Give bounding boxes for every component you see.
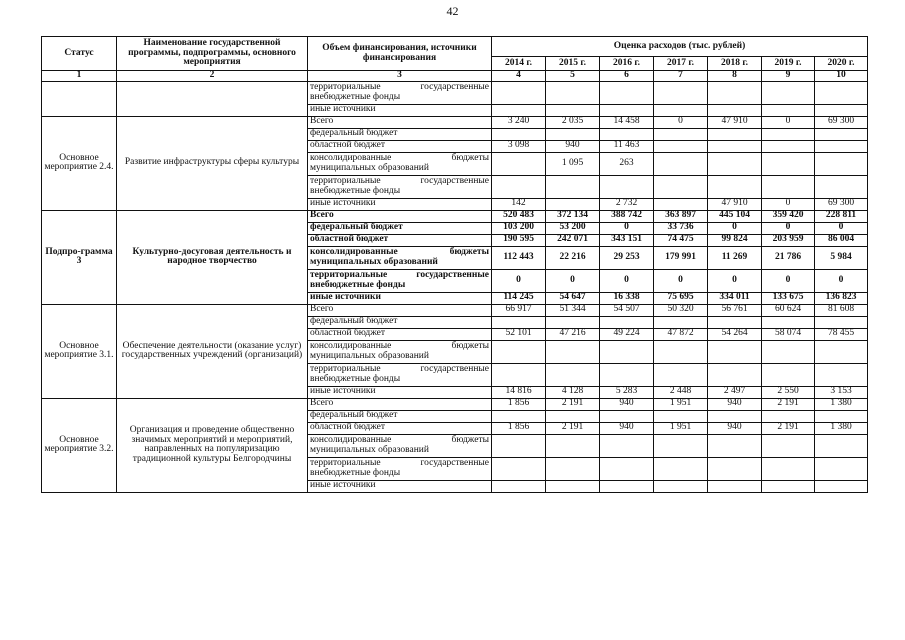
source-cell: иные источники xyxy=(308,292,492,304)
value-cell: 66 917 xyxy=(492,304,546,316)
value-cell xyxy=(708,140,762,152)
value-cell xyxy=(762,152,815,175)
value-cell xyxy=(492,480,546,492)
value-cell: 54 507 xyxy=(600,304,654,316)
value-cell: 445 104 xyxy=(708,210,762,222)
value-cell: 3 153 xyxy=(815,386,868,398)
value-cell: 86 004 xyxy=(815,234,868,246)
value-cell xyxy=(708,457,762,480)
value-cell: 51 344 xyxy=(546,304,600,316)
value-cell: 114 245 xyxy=(492,292,546,304)
value-cell: 940 xyxy=(600,398,654,410)
value-cell: 2 497 xyxy=(708,386,762,398)
value-cell xyxy=(492,410,546,422)
value-cell xyxy=(600,363,654,386)
value-cell xyxy=(600,316,654,328)
column-number: 10 xyxy=(815,71,868,82)
value-cell xyxy=(815,434,868,457)
value-cell: 47 910 xyxy=(708,198,762,210)
value-cell xyxy=(492,316,546,328)
source-cell: областной бюджет xyxy=(308,422,492,434)
value-cell: 99 824 xyxy=(708,234,762,246)
value-cell xyxy=(654,104,708,116)
value-cell xyxy=(546,340,600,363)
value-cell: 388 742 xyxy=(600,210,654,222)
source-cell: консолидированные бюджеты муниципальных образований xyxy=(308,340,492,363)
header-status: Статус xyxy=(42,37,117,71)
value-cell: 2 550 xyxy=(762,386,815,398)
value-cell: 190 595 xyxy=(492,234,546,246)
value-cell: 69 300 xyxy=(815,198,868,210)
value-cell: 0 xyxy=(762,269,815,292)
value-cell: 0 xyxy=(654,269,708,292)
value-cell: 52 101 xyxy=(492,328,546,340)
value-cell xyxy=(815,152,868,175)
value-cell xyxy=(762,316,815,328)
header-year: 2015 г. xyxy=(546,57,600,71)
value-cell: 74 475 xyxy=(654,234,708,246)
value-cell: 343 151 xyxy=(600,234,654,246)
value-cell: 2 191 xyxy=(762,398,815,410)
value-cell xyxy=(815,340,868,363)
value-cell: 2 191 xyxy=(546,422,600,434)
value-cell xyxy=(708,410,762,422)
value-cell: 0 xyxy=(546,269,600,292)
source-cell: областной бюджет xyxy=(308,140,492,152)
value-cell xyxy=(762,434,815,457)
value-cell: 4 128 xyxy=(546,386,600,398)
value-cell xyxy=(654,198,708,210)
source-cell: территориальные государственные внебюджетные фонды xyxy=(308,363,492,386)
source-cell: иные источники xyxy=(308,480,492,492)
value-cell xyxy=(492,81,546,104)
value-cell: 0 xyxy=(762,116,815,128)
value-cell: 60 624 xyxy=(762,304,815,316)
source-cell: консолидированные бюджеты муниципальных образований xyxy=(308,246,492,269)
source-cell: территориальные государственные внебюджетные фонды xyxy=(308,81,492,104)
value-cell xyxy=(708,175,762,198)
value-cell: 228 811 xyxy=(815,210,868,222)
value-cell: 47 216 xyxy=(546,328,600,340)
value-cell xyxy=(600,434,654,457)
value-cell: 47 910 xyxy=(708,116,762,128)
value-cell xyxy=(762,140,815,152)
value-cell xyxy=(546,81,600,104)
value-cell xyxy=(492,152,546,175)
header-year: 2017 г. xyxy=(654,57,708,71)
value-cell xyxy=(815,104,868,116)
value-cell: 0 xyxy=(492,269,546,292)
header-year: 2018 г. xyxy=(708,57,762,71)
value-cell xyxy=(600,480,654,492)
value-cell xyxy=(600,175,654,198)
value-cell xyxy=(546,198,600,210)
value-cell xyxy=(762,104,815,116)
value-cell: 5 984 xyxy=(815,246,868,269)
value-cell: 29 253 xyxy=(600,246,654,269)
value-cell xyxy=(546,104,600,116)
value-cell xyxy=(654,363,708,386)
value-cell: 16 338 xyxy=(600,292,654,304)
name-cell: Организация и проведение общественно значимых мероприятий и мероприятий, направленных на популяризацию традиционной культуры Белгородчины xyxy=(117,398,308,492)
source-cell: федеральный бюджет xyxy=(308,128,492,140)
column-number: 6 xyxy=(600,71,654,82)
value-cell: 56 761 xyxy=(708,304,762,316)
value-cell: 0 xyxy=(654,116,708,128)
value-cell: 2 191 xyxy=(546,398,600,410)
value-cell: 58 074 xyxy=(762,328,815,340)
value-cell xyxy=(654,175,708,198)
value-cell xyxy=(492,340,546,363)
source-cell: Всего xyxy=(308,398,492,410)
column-number: 7 xyxy=(654,71,708,82)
value-cell xyxy=(708,316,762,328)
value-cell: 940 xyxy=(708,422,762,434)
value-cell: 69 300 xyxy=(815,116,868,128)
value-cell xyxy=(762,480,815,492)
status-cell: Основное мероприятие 2.4. xyxy=(42,116,117,210)
value-cell: 21 786 xyxy=(762,246,815,269)
header-year: 2020 г. xyxy=(815,57,868,71)
value-cell: 78 455 xyxy=(815,328,868,340)
value-cell xyxy=(708,152,762,175)
value-cell xyxy=(815,81,868,104)
value-cell: 1 856 xyxy=(492,422,546,434)
value-cell: 263 xyxy=(600,152,654,175)
source-cell: территориальные государственные внебюджетные фонды xyxy=(308,269,492,292)
value-cell: 0 xyxy=(600,222,654,234)
value-cell xyxy=(600,457,654,480)
value-cell: 14 458 xyxy=(600,116,654,128)
value-cell xyxy=(600,104,654,116)
value-cell: 75 695 xyxy=(654,292,708,304)
budget-table xyxy=(41,36,868,493)
value-cell: 81 608 xyxy=(815,304,868,316)
value-cell: 54 264 xyxy=(708,328,762,340)
value-cell xyxy=(762,363,815,386)
source-cell: иные источники xyxy=(308,198,492,210)
table-row xyxy=(42,81,868,104)
value-cell: 2 448 xyxy=(654,386,708,398)
value-cell: 142 xyxy=(492,198,546,210)
value-cell xyxy=(708,340,762,363)
value-cell xyxy=(762,340,815,363)
value-cell xyxy=(815,480,868,492)
status-cell: Основное мероприятие 3.1. xyxy=(42,304,117,398)
value-cell: 0 xyxy=(600,269,654,292)
source-cell: Всего xyxy=(308,116,492,128)
table-row xyxy=(42,116,868,128)
source-cell: консолидированные бюджеты муниципальных образований xyxy=(308,434,492,457)
value-cell xyxy=(708,363,762,386)
value-cell xyxy=(815,175,868,198)
value-cell: 14 816 xyxy=(492,386,546,398)
value-cell: 1 951 xyxy=(654,398,708,410)
page-number: 42 xyxy=(446,4,459,18)
value-cell xyxy=(492,104,546,116)
value-cell: 0 xyxy=(815,222,868,234)
value-cell xyxy=(492,434,546,457)
source-cell: консолидированные бюджеты муниципальных образований xyxy=(308,152,492,175)
value-cell: 133 675 xyxy=(762,292,815,304)
value-cell: 940 xyxy=(600,422,654,434)
table-row xyxy=(42,210,868,222)
value-cell xyxy=(600,410,654,422)
value-cell xyxy=(492,457,546,480)
value-cell xyxy=(815,140,868,152)
value-cell: 49 224 xyxy=(600,328,654,340)
value-cell xyxy=(708,81,762,104)
value-cell: 54 647 xyxy=(546,292,600,304)
value-cell xyxy=(654,457,708,480)
source-cell: Всего xyxy=(308,304,492,316)
value-cell xyxy=(546,175,600,198)
value-cell: 53 200 xyxy=(546,222,600,234)
value-cell: 520 483 xyxy=(492,210,546,222)
column-number: 4 xyxy=(492,71,546,82)
value-cell xyxy=(654,410,708,422)
value-cell xyxy=(492,363,546,386)
source-cell: областной бюджет xyxy=(308,328,492,340)
column-number: 2 xyxy=(117,71,308,82)
value-cell xyxy=(546,434,600,457)
value-cell: 203 959 xyxy=(762,234,815,246)
status-cell xyxy=(42,81,117,116)
value-cell: 334 011 xyxy=(708,292,762,304)
value-cell xyxy=(654,340,708,363)
header-volume: Объем финансирования, источники финансирования xyxy=(308,37,492,71)
value-cell xyxy=(762,457,815,480)
value-cell: 1 380 xyxy=(815,422,868,434)
value-cell xyxy=(546,316,600,328)
value-cell xyxy=(708,104,762,116)
header-year: 2019 г. xyxy=(762,57,815,71)
source-cell: федеральный бюджет xyxy=(308,316,492,328)
value-cell xyxy=(654,140,708,152)
source-cell: территориальные государственные внебюджетные фонды xyxy=(308,175,492,198)
value-cell xyxy=(708,128,762,140)
value-cell: 50 320 xyxy=(654,304,708,316)
source-cell: иные источники xyxy=(308,386,492,398)
header-estimate: Оценка расходов (тыс. рублей) xyxy=(492,37,868,57)
status-cell: Основное мероприятие 3.2. xyxy=(42,398,117,492)
value-cell: 0 xyxy=(708,269,762,292)
value-cell xyxy=(815,457,868,480)
value-cell xyxy=(546,363,600,386)
column-number: 9 xyxy=(762,71,815,82)
name-cell: Культурно-досуговая деятельность и народное творчество xyxy=(117,210,308,304)
value-cell: 0 xyxy=(708,222,762,234)
value-cell xyxy=(600,81,654,104)
value-cell xyxy=(708,480,762,492)
header-name: Наименование государственной программы, подпрограммы, основного мероприятия xyxy=(117,37,308,71)
value-cell: 11 269 xyxy=(708,246,762,269)
source-cell: иные источники xyxy=(308,104,492,116)
source-cell: областной бюджет xyxy=(308,234,492,246)
value-cell: 0 xyxy=(762,198,815,210)
column-number: 5 xyxy=(546,71,600,82)
name-cell: Обеспечение деятельности (оказание услуг) государственных учреждений (организаций) xyxy=(117,304,308,398)
value-cell xyxy=(815,363,868,386)
value-cell: 5 283 xyxy=(600,386,654,398)
value-cell xyxy=(654,128,708,140)
value-cell xyxy=(546,128,600,140)
value-cell: 47 872 xyxy=(654,328,708,340)
value-cell: 940 xyxy=(546,140,600,152)
value-cell xyxy=(708,434,762,457)
value-cell: 0 xyxy=(762,222,815,234)
table-row xyxy=(42,304,868,316)
column-number: 1 xyxy=(42,71,117,82)
value-cell xyxy=(546,410,600,422)
source-cell: федеральный бюджет xyxy=(308,222,492,234)
value-cell xyxy=(762,410,815,422)
value-cell: 1 856 xyxy=(492,398,546,410)
value-cell xyxy=(492,128,546,140)
status-cell: Подпро-грамма 3 xyxy=(42,210,117,304)
value-cell: 2 035 xyxy=(546,116,600,128)
column-number: 3 xyxy=(308,71,492,82)
header-year: 2016 г. xyxy=(600,57,654,71)
source-cell: Всего xyxy=(308,210,492,222)
value-cell: 363 897 xyxy=(654,210,708,222)
value-cell: 3 240 xyxy=(492,116,546,128)
value-cell: 22 216 xyxy=(546,246,600,269)
value-cell xyxy=(654,316,708,328)
value-cell: 940 xyxy=(708,398,762,410)
name-cell xyxy=(117,81,308,116)
value-cell: 1 095 xyxy=(546,152,600,175)
value-cell: 0 xyxy=(815,269,868,292)
header-year: 2014 г. xyxy=(492,57,546,71)
value-cell: 2 191 xyxy=(762,422,815,434)
value-cell xyxy=(762,128,815,140)
value-cell: 359 420 xyxy=(762,210,815,222)
value-cell xyxy=(654,152,708,175)
value-cell xyxy=(546,457,600,480)
value-cell: 136 823 xyxy=(815,292,868,304)
value-cell xyxy=(762,175,815,198)
table-row xyxy=(42,398,868,410)
value-cell: 1 951 xyxy=(654,422,708,434)
value-cell: 103 200 xyxy=(492,222,546,234)
value-cell xyxy=(546,480,600,492)
value-cell: 33 736 xyxy=(654,222,708,234)
value-cell: 112 443 xyxy=(492,246,546,269)
value-cell xyxy=(815,410,868,422)
value-cell xyxy=(815,128,868,140)
name-cell: Развитие инфраструктуры сферы культуры xyxy=(117,116,308,210)
value-cell xyxy=(654,480,708,492)
value-cell xyxy=(492,175,546,198)
value-cell: 372 134 xyxy=(546,210,600,222)
value-cell: 242 071 xyxy=(546,234,600,246)
source-cell: федеральный бюджет xyxy=(308,410,492,422)
value-cell: 3 098 xyxy=(492,140,546,152)
value-cell xyxy=(600,128,654,140)
value-cell: 1 380 xyxy=(815,398,868,410)
value-cell: 2 732 xyxy=(600,198,654,210)
value-cell xyxy=(815,316,868,328)
value-cell xyxy=(654,434,708,457)
value-cell: 11 463 xyxy=(600,140,654,152)
value-cell xyxy=(654,81,708,104)
value-cell xyxy=(762,81,815,104)
value-cell: 179 991 xyxy=(654,246,708,269)
source-cell: территориальные государственные внебюджетные фонды xyxy=(308,457,492,480)
column-number: 8 xyxy=(708,71,762,82)
value-cell xyxy=(600,340,654,363)
